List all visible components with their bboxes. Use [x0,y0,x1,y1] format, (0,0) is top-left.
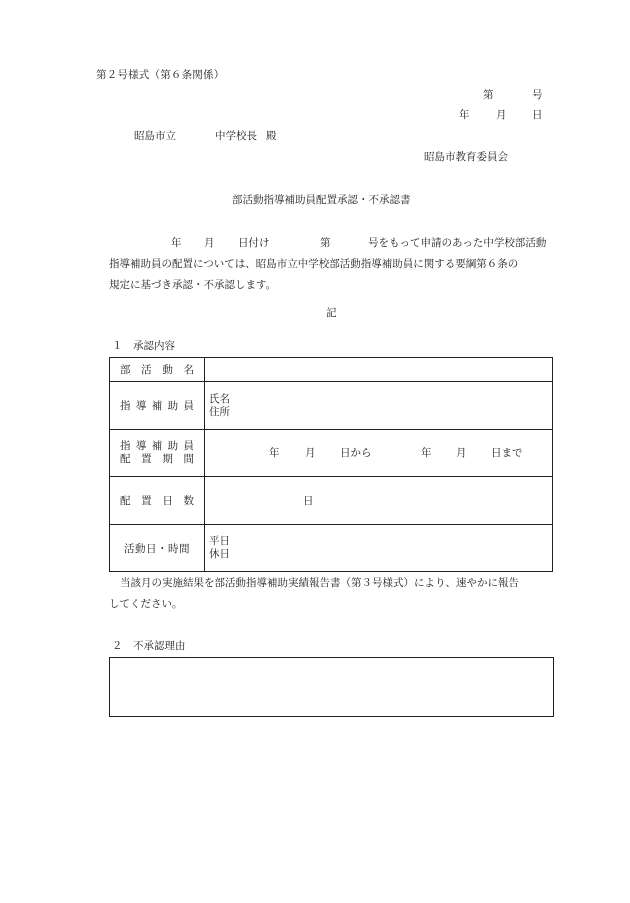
number-go: 号 [532,89,543,101]
body-day: 日付け [238,237,270,249]
label-assistant [110,382,205,430]
body-dai: 第 [320,237,331,249]
disapproval-reason-box[interactable] [109,657,554,717]
label-club [110,358,205,382]
body-line3: 規定に基づき承認・不承認します。 [109,279,277,291]
date-day: 日 [532,109,543,121]
label-period-l1: 指 導 補 助 員 [120,440,194,452]
label-hours-text: 活動日・時間 [124,542,190,555]
label-hours [110,525,205,572]
approval-table [109,357,553,572]
value-assistant[interactable] [205,382,553,430]
period-year1: 年 [269,447,280,459]
value-days[interactable] [205,477,553,525]
period-year2: 年 [421,447,432,459]
note-line2: してください。 [109,598,183,610]
section2-heading: ２ 不承認理由 [112,640,186,652]
label-period [110,430,205,477]
period-month1: 月 [305,447,316,459]
addressee-principal: 中学校長 [215,130,257,142]
label-assistant-text: 指 導 補 助 員 [120,400,194,412]
addressee-city: 昭島市立 [134,130,176,142]
days-unit: 日 [303,495,314,507]
ki-heading: 記 [326,307,337,319]
weekday-label: 平日 [209,535,230,547]
period-day2: 日まで [491,447,523,459]
period-month2: 月 [456,447,467,459]
addressee-dono: 殿 [266,130,277,142]
section1-heading: １ 承認内容 [112,340,175,352]
body-line2: 指導補助員の配置については、昭島市立中学校部活動指導補助員に関する要綱第６条の [109,258,519,270]
period-day1: 日から [340,447,372,459]
value-hours[interactable] [205,525,553,572]
label-club-text: 部 活 動 名 [120,364,194,376]
document-title: 部活動指導補助員配置承認・不承認書 [232,194,411,206]
label-period-l2: 配 置 期 間 [120,453,194,465]
body-year: 年 [171,237,182,249]
holiday-label: 休日 [209,548,230,560]
value-club[interactable] [205,358,553,382]
number-dai: 第 [483,89,494,101]
name-label: 氏名 [209,392,230,405]
issuer: 昭島市教育委員会 [424,151,508,163]
date-year: 年 [459,109,470,121]
body-line1-rest: 号をもって申請のあった中学校部活動 [368,237,547,249]
value-period[interactable] [205,430,553,477]
body-month: 月 [204,237,215,249]
note-line1: 当該月の実施結果を部活動指導補助実績報告書（第３号様式）により、速やかに報告 [120,577,519,589]
address-label: 住所 [209,405,230,418]
label-days-text: 配 置 日 数 [120,495,194,507]
form-number: 第２号様式（第６条関係） [96,69,225,81]
label-days [110,477,205,525]
date-month: 月 [496,109,507,121]
